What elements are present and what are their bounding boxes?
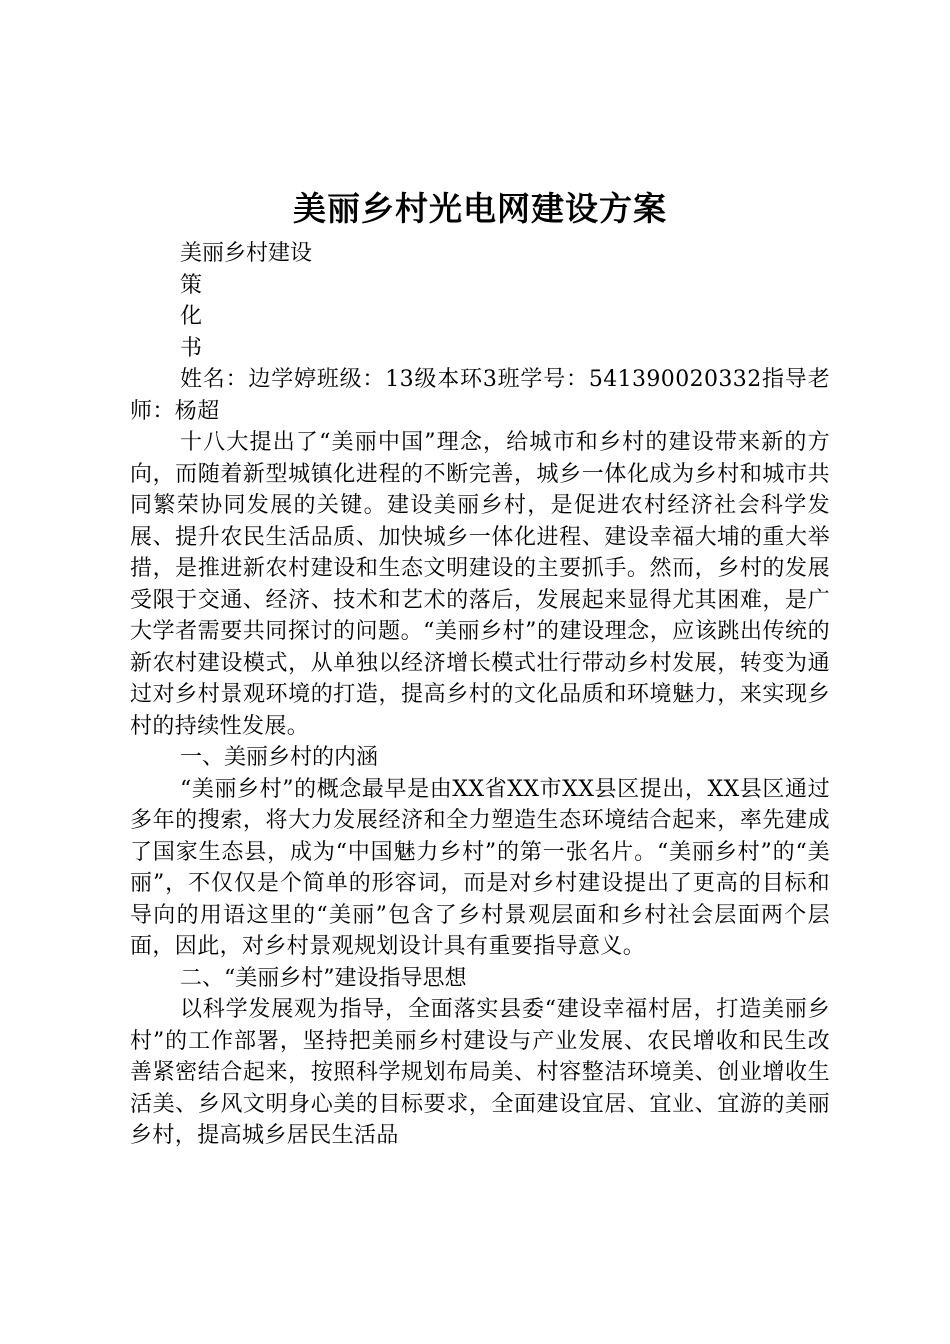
section-1-heading: 一、美丽乡村的内涵: [180, 745, 379, 770]
section-2-heading: 二、“美丽乡村”建设指导思想: [180, 965, 467, 991]
section-2-paragraph: 以科学发展观为指导，全面落实县委“建设幸福村居，打造美丽乡村”的工作部署，坚持把美丽乡村建设与产业发展、农民增收和民生改善紧密结合起来，按照科学规划布局美、村容整洁环境美、创业增收生活美、乡风文明身心美的目标要求，全面建设宜居、宜业、宜游的美丽乡村，提高城乡居民生活品: [130, 997, 830, 1148]
subtitle-line-1: 美丽乡村建设: [180, 241, 313, 266]
section-1-paragraph: “美丽乡村”的概念最早是由XX省XX市XX县区提出，XX县区通过多年的搜索，将大力发展经济和全力塑造生态环境结合起来，率先建成了国家生态县，成为“中国魅力乡村”的第一张名片。“美丽乡村”的“美丽”，不仅仅是个简单的形容词，而是对乡村建设提出了更高的目标和导向的用语这里的“美丽”包含了乡村景观层面和乡村社会层面两个层面，因此，对乡村景观规划设计具有重要指导意义。: [130, 776, 830, 959]
intro-paragraph: 十八大提出了“美丽中国”理念，给城市和乡村的建设带来新的方向，而随着新型城镇化进程的不断完善，城乡一体化成为乡村和城市共同繁荣协同发展的关键。建设美丽乡村，是促进农村经济社会科学发展、提升农民生活品质、加快城乡一体化进程、建设幸福大埔的重大举措，是推进新农村建设和生态文明建设的主要抓手。然而，乡村的发展受限于交通、经济、技术和艺术的落后，发展起来显得尤其困难，是广大学者需要共同探讨的问题。“美丽乡村”的建设理念，应该跳出传统的新农村建设模式，从单独以经济增长模式壮行带动乡村发展，转变为通过对乡村景观环境的打造，提高乡村的文化品质和环境魅力，来实现乡村的持续性发展。: [130, 430, 830, 739]
subtitle-line-2: 策: [180, 272, 203, 298]
subtitle-line-3: 化: [180, 304, 203, 329]
document-page: [130, 180, 830, 1152]
subtitle-line-4: 书: [180, 335, 203, 361]
author-info: 姓名：边学婷班级：13级本环3班学号：541390020332指导老师：杨超: [130, 367, 830, 424]
document-title: 美丽乡村光电网建设方案: [293, 189, 667, 228]
